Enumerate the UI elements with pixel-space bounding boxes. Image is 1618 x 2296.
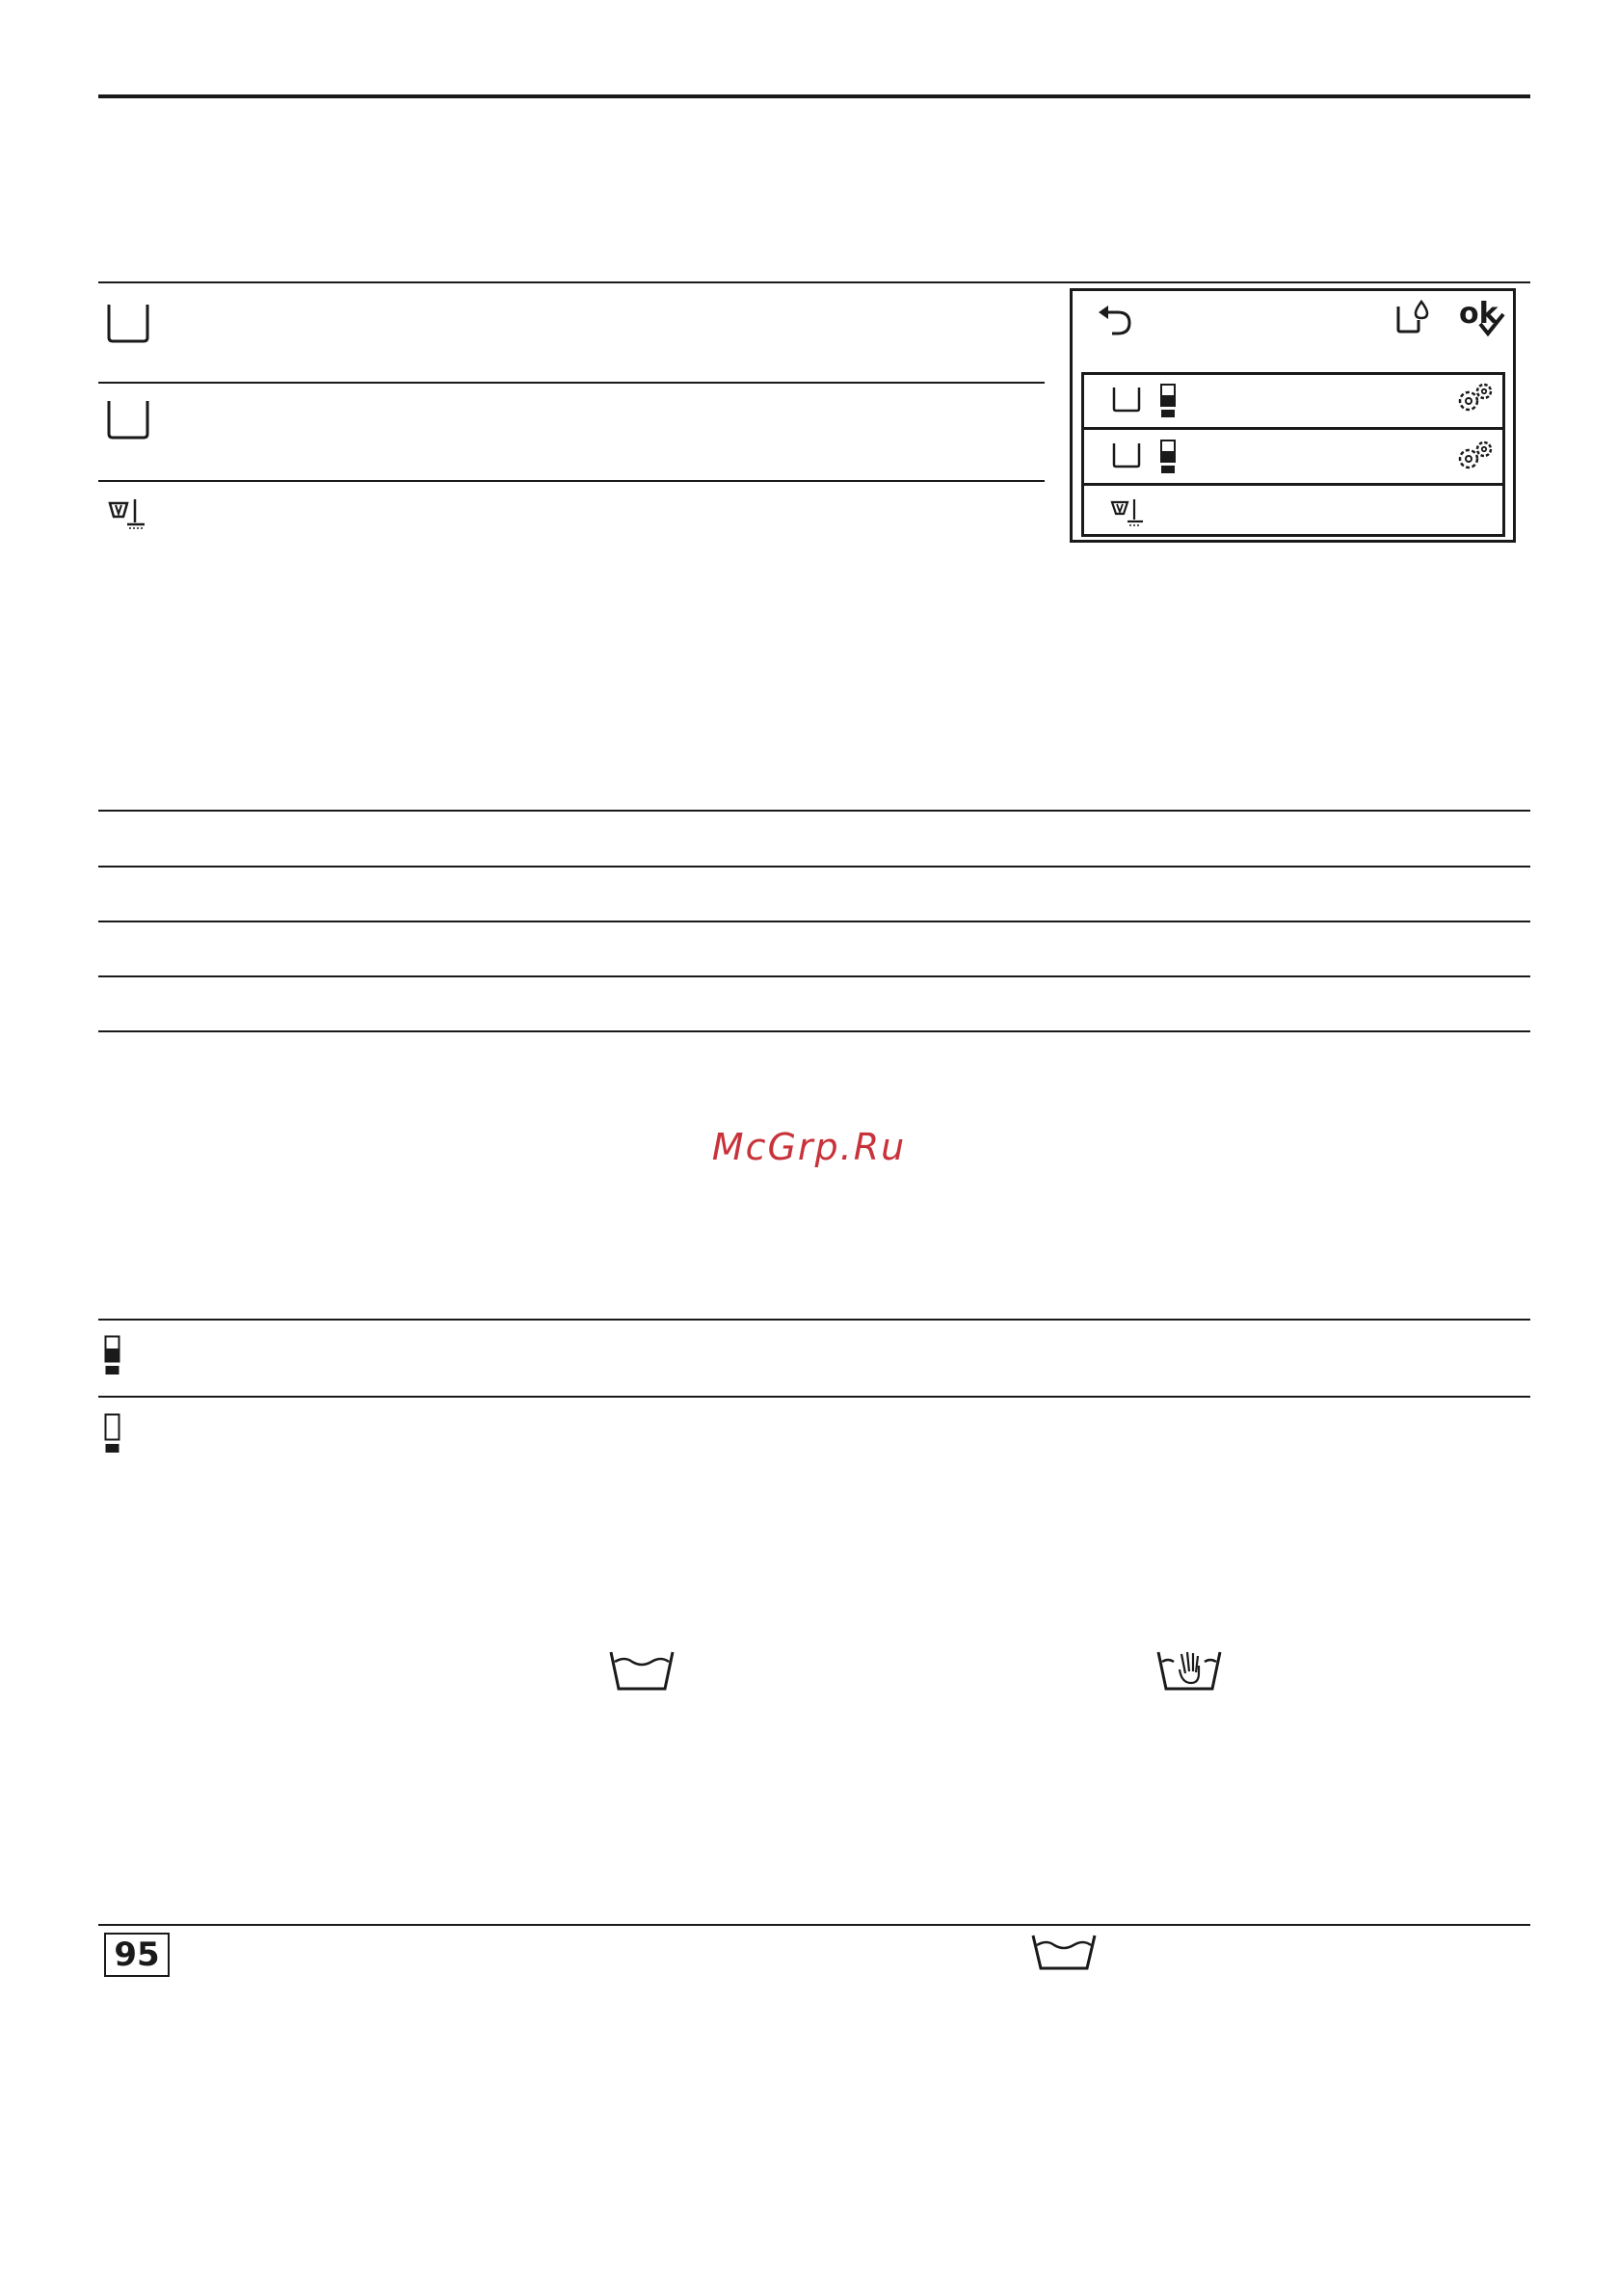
dispenser-icon bbox=[108, 497, 150, 532]
table-rule bbox=[98, 975, 1530, 977]
row-divider bbox=[98, 1396, 1530, 1398]
fill-level-icon bbox=[1160, 440, 1176, 476]
basin-outline-icon bbox=[1112, 441, 1141, 468]
table-rule bbox=[98, 866, 1530, 868]
hand-wash-icon bbox=[1156, 1648, 1222, 1693]
fill-level-full-icon bbox=[104, 1335, 121, 1377]
gear-settings-icon[interactable] bbox=[1455, 382, 1496, 416]
row-divider bbox=[98, 382, 1045, 384]
table-rule bbox=[98, 810, 1530, 812]
panel-row-divider bbox=[1081, 483, 1505, 486]
basin-outline-icon bbox=[1112, 386, 1141, 413]
page-number: 95 bbox=[104, 1933, 170, 1977]
watermark: McGrp.Ru bbox=[711, 1126, 907, 1168]
basin-outline-icon bbox=[106, 303, 150, 345]
fill-level-low-icon bbox=[104, 1413, 121, 1455]
table-rule bbox=[98, 921, 1530, 922]
footer-rule bbox=[98, 1924, 1530, 1926]
basin-outline-icon bbox=[106, 399, 150, 441]
gear-settings-icon[interactable] bbox=[1455, 440, 1496, 474]
dispenser-icon bbox=[1110, 497, 1149, 528]
header-rule bbox=[98, 94, 1530, 98]
detergent-drop-icon bbox=[1395, 299, 1432, 335]
wash-tub-icon bbox=[1031, 1932, 1097, 1972]
row-divider bbox=[98, 480, 1045, 482]
section-rule bbox=[98, 1319, 1530, 1321]
panel-row-divider bbox=[1081, 427, 1505, 430]
back-arrow-icon bbox=[1097, 303, 1137, 337]
table-rule bbox=[98, 1030, 1530, 1032]
ok-label: ok bbox=[1459, 295, 1509, 339]
wash-tub-icon bbox=[609, 1648, 675, 1693]
section-rule bbox=[98, 281, 1530, 283]
fill-level-icon bbox=[1160, 384, 1176, 420]
